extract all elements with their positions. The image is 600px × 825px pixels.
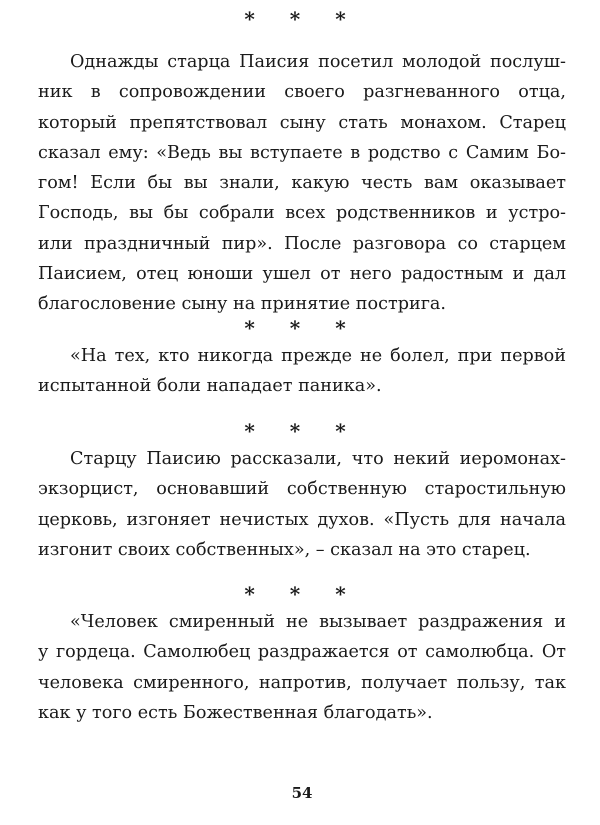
section-separator: * * * — [244, 7, 360, 31]
text-line: испытанной боли нападает паника». — [38, 376, 382, 397]
text-line: церковь, изгоняет нечистых духов. «Пусть для начала — [38, 509, 566, 530]
text-line: экзорцист, основавший собственную старостильную — [38, 479, 566, 500]
text-line: гом! Если бы вы знали, какую честь вам оказывает — [38, 173, 566, 194]
text-line: человека смиренного, напротив, получает пользу, так — [38, 672, 566, 693]
paragraph-3 — [38, 444, 566, 565]
text-line: который препятствовал сыну стать монахом. Старец — [38, 112, 566, 133]
text-line: сказал ему: «Ведь вы вступаете в родство с Самим Бо- — [38, 142, 566, 163]
text-line: Старцу Паисию рассказали, что некий иеромонах- — [70, 449, 566, 469]
page-number: 54 — [291, 784, 313, 802]
text-line: Однажды старца Паисия посетил молодой послуш- — [70, 52, 566, 72]
text-line: ник в сопровождении своего разгневанного отца, — [38, 82, 566, 103]
text-line: «На тех, кто никогда прежде не болел, при первой — [70, 346, 566, 366]
section-separator: * * * — [244, 419, 360, 443]
text-line: у гордеца. Самолюбец раздражается от самолюбца. От — [38, 642, 566, 663]
text-line: благословение сыну на принятие пострига. — [38, 294, 446, 315]
text-line: изгонит своих собственных», – сказал на это старец. — [38, 539, 531, 560]
book-page — [38, 0, 566, 825]
paragraph-4 — [38, 607, 566, 728]
text-line: Господь, вы бы собрали всех родственников и устро- — [38, 203, 566, 224]
section-separator: * * * — [244, 582, 360, 606]
text-line: Паисием, отец юноши ушел от него радостным и дал — [38, 264, 566, 285]
text-line: «Человек смиренный не вызывает раздражения и — [70, 612, 566, 632]
text-line: как у того есть Божественная благодать». — [38, 702, 433, 723]
paragraph-1 — [38, 47, 566, 320]
section-separator: * * * — [244, 316, 360, 340]
paragraph-2 — [38, 341, 566, 402]
text-line: или праздничный пир». После разговора со старцем — [38, 233, 566, 254]
